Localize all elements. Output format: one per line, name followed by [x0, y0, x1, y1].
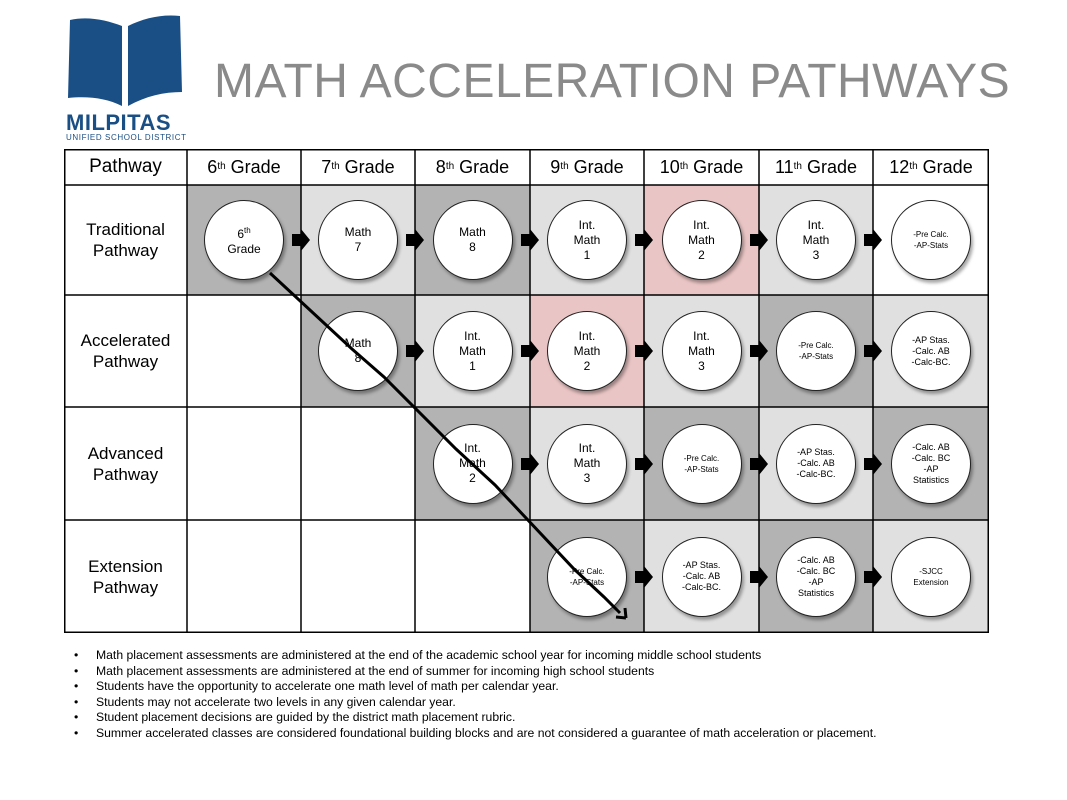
course-label: Int. Math 1 [459, 328, 486, 373]
course-label: Int. Math 2 [573, 328, 601, 373]
course-circle [318, 200, 398, 280]
grade-label: Grade [568, 156, 624, 177]
course-label: -Pre Calc. -AP-Stats [913, 230, 949, 250]
header-grade-6: 6 th Grade [187, 149, 301, 185]
course-circle [662, 311, 742, 391]
course-circle [547, 200, 627, 280]
course-circle [891, 424, 971, 504]
grade-number: 6 [207, 156, 218, 177]
arrow-right-icon [864, 229, 882, 251]
district-logo [66, 14, 187, 142]
course-label: -AP Stas. -Calc. AB -Calc-BC. [796, 447, 836, 479]
row-label-4: Extension Pathway [64, 520, 187, 633]
course-circle [662, 200, 742, 280]
arrow-right-icon [635, 566, 653, 588]
arrow-right-icon [521, 229, 539, 251]
note-item: • Students have the opportunity to accelerate one math level of math per calendar year. [74, 679, 876, 695]
notes-list [74, 648, 876, 742]
grade-label: Grade [917, 156, 973, 177]
course-label: Int. Math 3 [573, 441, 601, 485]
row-label-3: Advanced Pathway [64, 407, 187, 520]
grade-number: 11 [774, 156, 794, 177]
course-cell [187, 520, 301, 633]
course-circle [318, 311, 398, 391]
grade-label: Grade [802, 156, 858, 177]
arrow-right-icon [750, 566, 768, 588]
grade-number: 10 [659, 156, 680, 177]
course-circle [547, 537, 627, 617]
header-grade-10: 10 th Grade [644, 149, 759, 185]
course-circle [433, 311, 513, 391]
course-circle [776, 424, 856, 504]
arrow-right-icon [750, 453, 768, 475]
header-grade-7: 7 th Grade [301, 149, 415, 185]
grade-number: 7 [321, 156, 332, 177]
note-item: • Math placement assessments are administered at the end of summer for incoming high school students [74, 664, 876, 680]
arrow-right-icon [635, 453, 653, 475]
header-grade-11: 11 th Grade [759, 149, 873, 185]
note-item: • Math placement assessments are administered at the end of the academic school year for incoming middle school students [74, 648, 876, 664]
course-label: -Pre Calc. -AP-Stats [569, 566, 605, 587]
course-label: Int. Math 2 [688, 217, 715, 262]
course-label: -Pre Calc. -AP-Stats [683, 453, 720, 474]
course-label: Math 8 [459, 225, 486, 254]
course-label: -SJCC Extension [913, 566, 949, 587]
course-circle [547, 311, 627, 391]
course-circle [662, 537, 742, 617]
course-circle [433, 200, 513, 280]
course-label: Int. Math 3 [802, 217, 830, 262]
grade-label: Grade [225, 156, 281, 177]
grade-label: Grade [339, 156, 395, 177]
arrow-right-icon [406, 340, 424, 362]
header-grade-8: 8 th Grade [415, 149, 530, 185]
course-label: -Calc. AB -Calc. BC -AP Statistics [911, 441, 951, 485]
header-grade-12: 12 th Grade [873, 149, 989, 185]
grade-number: 9 [550, 156, 561, 177]
page-title: MATH ACCELERATION PATHWAYS [214, 55, 1011, 108]
pathways-table [64, 149, 989, 633]
header-pathway: Pathway [64, 149, 187, 185]
course-label: Math 7 [344, 225, 372, 254]
course-circle [204, 200, 284, 280]
course-circle [891, 311, 971, 391]
arrow-right-icon [750, 340, 768, 362]
note-item: • Summer accelerated classes are considered foundational building blocks and are not considered a guarantee of math acceleration or placement. [74, 726, 876, 742]
header-grade-9: 9 th Grade [530, 149, 644, 185]
course-label: Int. Math 1 [573, 217, 601, 262]
course-circle [776, 537, 856, 617]
arrow-right-icon [750, 229, 768, 251]
logo-subtitle: UNIFIED SCHOOL DISTRICT [66, 133, 187, 142]
course-cell [301, 407, 415, 520]
course-label: Math 8 [344, 336, 372, 365]
grade-label: Grade [688, 156, 744, 177]
course-cell [187, 295, 301, 407]
course-circle [662, 424, 742, 504]
course-label: 6th Grade [227, 226, 261, 256]
course-cell [301, 520, 415, 633]
course-label: Int. Math 2 [459, 441, 486, 485]
grade-label: Grade [454, 156, 510, 177]
course-label: -Calc. AB -Calc. BC -AP Statistics [796, 554, 836, 598]
arrow-right-icon [864, 340, 882, 362]
arrow-right-icon [864, 566, 882, 588]
course-label: -AP Stas. -Calc. AB -Calc-BC. [911, 334, 951, 367]
row-label-2: Accelerated Pathway [64, 295, 187, 407]
arrow-right-icon [864, 453, 882, 475]
course-cell [415, 520, 530, 633]
note-item: • Student placement decisions are guided by the district math placement rubric. [74, 710, 876, 726]
course-circle [891, 200, 971, 280]
course-label: -Pre Calc. -AP-Stats [798, 341, 834, 361]
grade-number: 8 [435, 156, 446, 177]
grade-number: 12 [889, 156, 910, 177]
course-label: -AP Stas. -Calc. AB -Calc-BC. [681, 560, 721, 592]
course-cell [187, 407, 301, 520]
course-circle [433, 424, 513, 504]
book-logo-icon [66, 14, 184, 110]
course-circle [891, 537, 971, 617]
logo-name: MILPITAS [66, 110, 172, 135]
arrow-right-icon [521, 340, 539, 362]
note-item: • Students may not accelerate two levels in any given calendar year. [74, 695, 876, 711]
course-circle [776, 200, 856, 280]
course-label: Int. Math 3 [688, 328, 715, 373]
arrow-right-icon [635, 340, 653, 362]
row-label-1: Traditional Pathway [64, 185, 187, 295]
course-circle [776, 311, 856, 391]
arrow-right-icon [521, 453, 539, 475]
arrow-right-icon [635, 229, 653, 251]
course-circle [547, 424, 627, 504]
arrow-right-icon [292, 229, 310, 251]
arrow-right-icon [406, 229, 424, 251]
